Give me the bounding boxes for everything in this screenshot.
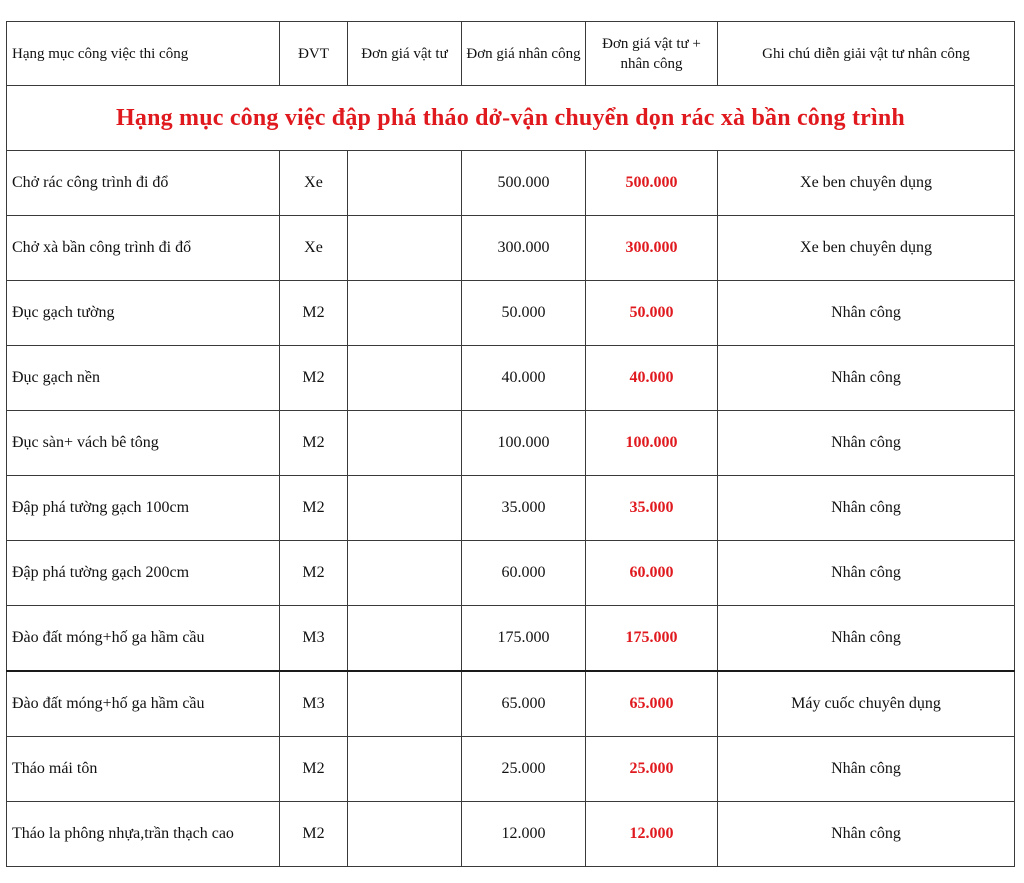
cell-note: Nhân công — [718, 802, 1015, 867]
cell-note: Nhân công — [718, 281, 1015, 346]
cell-labor-price: 300.000 — [462, 216, 586, 281]
cell-material-price — [348, 411, 462, 476]
header-note: Ghi chú diễn giải vật tư nhân công — [718, 22, 1015, 86]
cell-work-item: Tháo mái tôn — [7, 737, 280, 802]
header-material-price: Đơn giá vật tư — [348, 22, 462, 86]
cell-labor-price: 40.000 — [462, 346, 586, 411]
cell-material-price — [348, 476, 462, 541]
table-row — [7, 737, 1015, 802]
cell-total-price: 300.000 — [586, 216, 718, 281]
cell-work-item: Chở xà bần công trình đi đổ — [7, 216, 280, 281]
cell-material-price — [348, 541, 462, 606]
price-table — [6, 21, 1015, 867]
table-row — [7, 346, 1015, 411]
cell-unit: M2 — [280, 281, 348, 346]
cell-labor-price: 100.000 — [462, 411, 586, 476]
cell-material-price — [348, 346, 462, 411]
cell-total-price: 35.000 — [586, 476, 718, 541]
table-row — [7, 802, 1015, 867]
cell-work-item: Tháo la phông nhựa,trần thạch cao — [7, 802, 280, 867]
cell-material-price — [348, 606, 462, 672]
cell-note: Nhân công — [718, 737, 1015, 802]
table-row — [7, 606, 1015, 672]
cell-labor-price: 35.000 — [462, 476, 586, 541]
cell-note: Nhân công — [718, 411, 1015, 476]
cell-material-price — [348, 216, 462, 281]
cell-unit: Xe — [280, 216, 348, 281]
cell-material-price — [348, 281, 462, 346]
cell-work-item: Chở rác công trình đi đổ — [7, 151, 280, 216]
cell-unit: M2 — [280, 346, 348, 411]
table-row — [7, 151, 1015, 216]
table-row — [7, 216, 1015, 281]
cell-labor-price: 60.000 — [462, 541, 586, 606]
header-work-item: Hạng mục công việc thi công — [7, 22, 280, 86]
table-header-row — [7, 22, 1015, 86]
cell-labor-price: 25.000 — [462, 737, 586, 802]
cell-material-price — [348, 737, 462, 802]
cell-work-item: Đục sàn+ vách bê tông — [7, 411, 280, 476]
cell-work-item: Đào đất móng+hố ga hầm cầu — [7, 606, 280, 672]
cell-unit: M2 — [280, 411, 348, 476]
cell-total-price: 60.000 — [586, 541, 718, 606]
cell-material-price — [348, 151, 462, 216]
cell-unit: M2 — [280, 541, 348, 606]
cell-work-item: Đục gạch tường — [7, 281, 280, 346]
cell-work-item: Đào đất móng+hố ga hầm cầu — [7, 671, 280, 737]
cell-work-item: Đập phá tường gạch 100cm — [7, 476, 280, 541]
cell-unit: M3 — [280, 606, 348, 672]
cell-unit: M2 — [280, 476, 348, 541]
cell-note: Nhân công — [718, 346, 1015, 411]
cell-unit: M2 — [280, 737, 348, 802]
header-unit: ĐVT — [280, 22, 348, 86]
cell-labor-price: 500.000 — [462, 151, 586, 216]
table-row — [7, 476, 1015, 541]
section-title: Hạng mục công việc đập phá tháo dở-vận chuyển dọn rác xà bần công trình — [7, 86, 1015, 151]
cell-note: Nhân công — [718, 606, 1015, 672]
cell-note: Nhân công — [718, 541, 1015, 606]
table-row — [7, 671, 1015, 737]
cell-unit: M3 — [280, 671, 348, 737]
cell-work-item: Đập phá tường gạch 200cm — [7, 541, 280, 606]
section-row — [7, 86, 1015, 151]
table-row — [7, 411, 1015, 476]
cell-labor-price: 65.000 — [462, 671, 586, 737]
cell-total-price: 100.000 — [586, 411, 718, 476]
cell-note: Xe ben chuyên dụng — [718, 216, 1015, 281]
cell-note: Xe ben chuyên dụng — [718, 151, 1015, 216]
cell-total-price: 25.000 — [586, 737, 718, 802]
cell-total-price: 65.000 — [586, 671, 718, 737]
cell-total-price: 40.000 — [586, 346, 718, 411]
cell-labor-price: 50.000 — [462, 281, 586, 346]
cell-total-price: 12.000 — [586, 802, 718, 867]
cell-labor-price: 12.000 — [462, 802, 586, 867]
header-labor-price: Đơn giá nhân công — [462, 22, 586, 86]
cell-total-price: 50.000 — [586, 281, 718, 346]
cell-note: Máy cuốc chuyên dụng — [718, 671, 1015, 737]
cell-total-price: 500.000 — [586, 151, 718, 216]
cell-material-price — [348, 802, 462, 867]
table-row — [7, 281, 1015, 346]
cell-unit: Xe — [280, 151, 348, 216]
cell-unit: M2 — [280, 802, 348, 867]
table-row — [7, 541, 1015, 606]
cell-work-item: Đục gạch nền — [7, 346, 280, 411]
cell-total-price: 175.000 — [586, 606, 718, 672]
header-total-price: Đơn giá vật tư + nhân công — [586, 22, 718, 86]
cell-note: Nhân công — [718, 476, 1015, 541]
cell-material-price — [348, 671, 462, 737]
cell-labor-price: 175.000 — [462, 606, 586, 672]
